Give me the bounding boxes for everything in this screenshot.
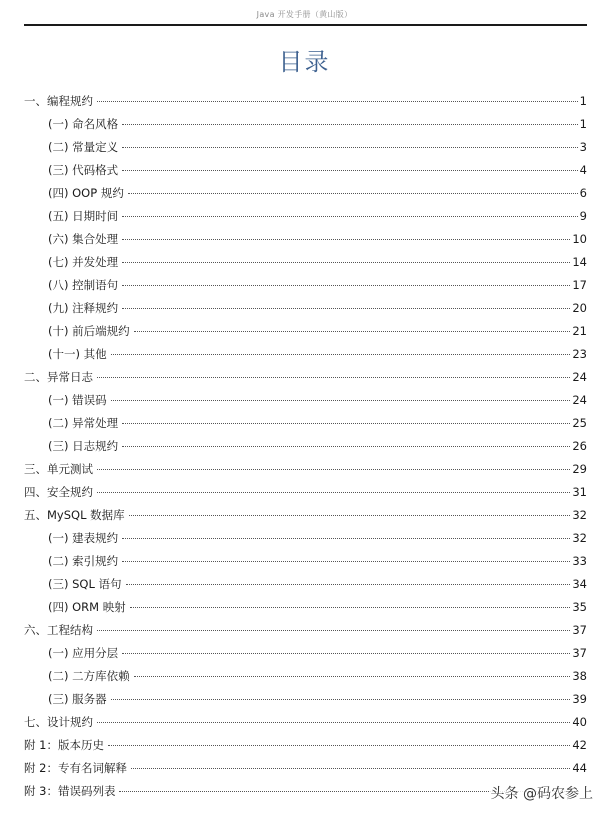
toc-section-entry[interactable] [24, 343, 587, 366]
toc-page-number: 1 [579, 94, 587, 108]
toc-page-number: 24 [572, 393, 587, 407]
toc-section-entry[interactable] [24, 274, 587, 297]
toc-entry-label: 三、单元测试 [24, 462, 93, 476]
toc-page-number: 33 [572, 554, 587, 568]
toc-entry-label: (八) 控制语句 [48, 278, 119, 292]
toc-page-number: 23 [572, 347, 587, 361]
toc-entry-label: (二) 索引规约 [48, 554, 119, 568]
toc-entry-label: 附 3：错误码列表 [24, 784, 116, 798]
toc-chapter-entry[interactable] [24, 619, 587, 642]
dot-leader [130, 607, 571, 608]
toc-entry-label: (三) 代码格式 [48, 163, 119, 177]
toc-section-entry[interactable] [24, 320, 587, 343]
toc-page-number: 39 [572, 692, 587, 706]
toc-entry-label: 附 2：专有名词解释 [24, 761, 127, 775]
toc-page-number: 3 [579, 140, 587, 154]
toc-page-number: 34 [572, 577, 587, 591]
toc-chapter-entry[interactable] [24, 757, 587, 780]
dot-leader [134, 676, 571, 677]
toc-page-number: 37 [572, 623, 587, 637]
toc-section-entry[interactable] [24, 665, 587, 688]
toc-entry-label: 四、安全规约 [24, 485, 93, 499]
toc-page-number: 25 [572, 416, 587, 430]
dot-leader [97, 492, 570, 493]
toc-entry-label: (十) 前后端规约 [48, 324, 130, 338]
toc-section-entry[interactable] [24, 297, 587, 320]
toc-page-number: 31 [572, 485, 587, 499]
dot-leader [122, 653, 570, 654]
dot-leader [97, 101, 578, 102]
table-of-contents [24, 90, 587, 803]
toc-entry-label: (二) 二方库依赖 [48, 669, 130, 683]
dot-leader [122, 538, 570, 539]
toc-section-entry[interactable] [24, 573, 587, 596]
dot-leader [122, 285, 570, 286]
toc-section-entry[interactable] [24, 435, 587, 458]
toc-page-number: 42 [572, 738, 587, 752]
dot-leader [122, 446, 570, 447]
toc-entry-label: (九) 注释规约 [48, 301, 119, 315]
dot-leader [97, 722, 570, 723]
toc-page-number: 6 [579, 186, 587, 200]
toc-entry-label: (五) 日期时间 [48, 209, 119, 223]
toc-section-entry[interactable] [24, 113, 587, 136]
toc-entry-label: (六) 集合处理 [48, 232, 119, 246]
toc-entry-label: (三) 日志规约 [48, 439, 119, 453]
dot-leader [97, 377, 570, 378]
dot-leader [122, 262, 570, 263]
toc-page-number: 32 [572, 508, 587, 522]
toc-entry-label: (七) 并发处理 [48, 255, 119, 269]
toc-page-number: 20 [572, 301, 587, 315]
toc-entry-label: (三) SQL 语句 [48, 577, 122, 591]
toc-section-entry[interactable] [24, 228, 587, 251]
toc-chapter-entry[interactable] [24, 366, 587, 389]
dot-leader [97, 630, 570, 631]
toc-entry-label: 一、编程规约 [24, 94, 93, 108]
toc-section-entry[interactable] [24, 642, 587, 665]
dot-leader [131, 768, 570, 769]
dot-leader [122, 216, 578, 217]
dot-leader [122, 561, 570, 562]
toc-entry-label: 六、工程结构 [24, 623, 93, 637]
toc-section-entry[interactable] [24, 550, 587, 573]
running-header-title: Java 开发手册（黄山版） [256, 10, 353, 19]
toc-entry-label: (一) 应用分层 [48, 646, 119, 660]
toc-entry-label: (十一) 其他 [48, 347, 107, 361]
toc-page-number: 37 [572, 646, 587, 660]
toc-page-number: 1 [579, 117, 587, 131]
toc-section-entry[interactable] [24, 251, 587, 274]
toc-entry-label: 二、异常日志 [24, 370, 93, 384]
toc-section-entry[interactable] [24, 159, 587, 182]
toc-chapter-entry[interactable] [24, 504, 587, 527]
dot-leader [122, 423, 570, 424]
toc-chapter-entry[interactable] [24, 90, 587, 113]
toc-section-entry[interactable] [24, 412, 587, 435]
toc-entry-label: 附 1：版本历史 [24, 738, 104, 752]
toc-entry-label: 五、MySQL 数据库 [24, 508, 125, 522]
toc-page-number: 40 [572, 715, 587, 729]
toc-page-number: 17 [572, 278, 587, 292]
toc-page-number: 32 [572, 531, 587, 545]
toc-page-number: 35 [572, 600, 587, 614]
dot-leader [134, 331, 571, 332]
toc-chapter-entry[interactable] [24, 458, 587, 481]
dot-leader [111, 400, 571, 401]
toc-entry-label: (一) 建表规约 [48, 531, 119, 545]
toc-chapter-entry[interactable] [24, 734, 587, 757]
toc-entry-label: 七、设计规约 [24, 715, 93, 729]
dot-leader [128, 193, 578, 194]
toc-page-number: 14 [572, 255, 587, 269]
toc-entry-label: (二) 异常处理 [48, 416, 119, 430]
dot-leader [122, 147, 578, 148]
toc-section-entry[interactable] [24, 688, 587, 711]
toc-page-number: 26 [572, 439, 587, 453]
dot-leader [122, 170, 578, 171]
dot-leader [111, 699, 571, 700]
dot-leader [126, 584, 571, 585]
watermark: 头条 @码农参上 [489, 783, 595, 803]
toc-page-number: 10 [572, 232, 587, 246]
toc-entry-label: (三) 服务器 [48, 692, 107, 706]
toc-page-number: 38 [572, 669, 587, 683]
toc-section-entry[interactable] [24, 527, 587, 550]
dot-leader [108, 745, 570, 746]
dot-leader [122, 124, 578, 125]
toc-entry-label: (一) 命名风格 [48, 117, 119, 131]
dot-leader [122, 308, 570, 309]
dot-leader [122, 239, 570, 240]
toc-section-entry[interactable] [24, 136, 587, 159]
header-divider [24, 24, 587, 26]
dot-leader [129, 515, 571, 516]
toc-page-number: 9 [579, 209, 587, 223]
toc-page-number: 24 [572, 370, 587, 384]
dot-leader [111, 354, 571, 355]
toc-page-number: 44 [572, 761, 587, 775]
toc-chapter-entry[interactable] [24, 711, 587, 734]
toc-section-entry[interactable] [24, 205, 587, 228]
toc-entry-label: (四) OOP 规约 [48, 186, 124, 200]
toc-chapter-entry[interactable] [24, 481, 587, 504]
toc-section-entry[interactable] [24, 182, 587, 205]
toc-entry-label: (四) ORM 映射 [48, 600, 126, 614]
toc-page-number: 4 [579, 163, 587, 177]
toc-entry-label: (二) 常量定义 [48, 140, 119, 154]
toc-page-number: 21 [572, 324, 587, 338]
dot-leader [97, 469, 570, 470]
toc-entry-label: (一) 错误码 [48, 393, 107, 407]
toc-section-entry[interactable] [24, 596, 587, 619]
page-title: 目录 [278, 48, 331, 76]
toc-section-entry[interactable] [24, 389, 587, 412]
toc-page-number: 29 [572, 462, 587, 476]
